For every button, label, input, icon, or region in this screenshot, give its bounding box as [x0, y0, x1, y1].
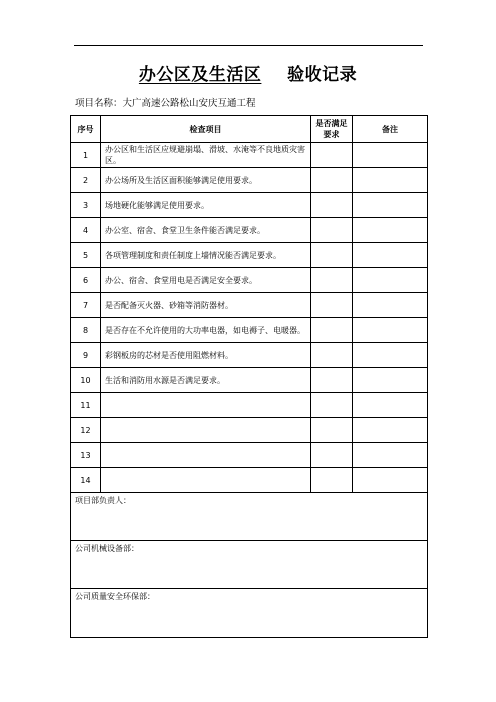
row-item: 生活和消防用水源是否满足要求。	[101, 368, 311, 393]
row-meets-cell[interactable]	[311, 143, 353, 168]
row-item[interactable]	[101, 468, 311, 493]
row-item[interactable]	[101, 393, 311, 418]
row-remark-cell[interactable]	[353, 418, 428, 443]
table-row	[71, 268, 428, 293]
signature-row	[71, 589, 428, 638]
header-no: 序号	[71, 116, 101, 143]
row-remark-cell[interactable]	[353, 368, 428, 393]
table-row	[71, 318, 428, 343]
header-remark: 备注	[353, 116, 428, 143]
row-no: 1	[71, 143, 101, 168]
signature-quality-safety-dept[interactable]: 公司质量安全环保部：	[71, 589, 428, 638]
header-item: 检查项目	[101, 116, 311, 143]
row-no: 2	[71, 168, 101, 193]
row-no: 4	[71, 218, 101, 243]
row-remark-cell[interactable]	[353, 193, 428, 218]
row-no: 3	[71, 193, 101, 218]
row-no: 8	[71, 318, 101, 343]
row-meets-cell[interactable]	[311, 268, 353, 293]
table-row	[71, 468, 428, 493]
table-row	[71, 143, 428, 168]
row-remark-cell[interactable]	[353, 318, 428, 343]
table-row	[71, 343, 428, 368]
table-row	[71, 293, 428, 318]
row-remark-cell[interactable]	[353, 393, 428, 418]
row-meets-cell[interactable]	[311, 218, 353, 243]
row-item[interactable]	[101, 418, 311, 443]
row-no: 10	[71, 368, 101, 393]
table-row	[71, 193, 428, 218]
row-item: 场地硬化能够满足使用要求。	[101, 193, 311, 218]
table-row	[71, 168, 428, 193]
row-remark-cell[interactable]	[353, 468, 428, 493]
signature-machinery-dept[interactable]: 公司机械设备部：	[71, 541, 428, 589]
row-no: 14	[71, 468, 101, 493]
row-meets-cell[interactable]	[311, 393, 353, 418]
row-item: 彩钢板房的芯材是否使用阻燃材料。	[101, 343, 311, 368]
row-item: 办公场所及生活区面积能够满足使用要求。	[101, 168, 311, 193]
row-remark-cell[interactable]	[353, 443, 428, 468]
row-meets-cell[interactable]	[311, 293, 353, 318]
row-remark-cell[interactable]	[353, 168, 428, 193]
row-no: 11	[71, 393, 101, 418]
row-item: 是否存在不允许使用的大功率电器，如电褥子、电暖器。	[101, 318, 311, 343]
row-item: 各项管理制度和责任制度上墙情况能否满足要求。	[101, 243, 311, 268]
row-remark-cell[interactable]	[353, 143, 428, 168]
row-no: 7	[71, 293, 101, 318]
row-meets-cell[interactable]	[311, 468, 353, 493]
title-main: 办公区及生活区	[138, 65, 262, 85]
row-remark-cell[interactable]	[353, 343, 428, 368]
row-no: 13	[71, 443, 101, 468]
row-remark-cell[interactable]	[353, 218, 428, 243]
row-item: 是否配备灭火器、砂箱等消防器材。	[101, 293, 311, 318]
table-header-row	[71, 116, 428, 143]
row-meets-cell[interactable]	[311, 418, 353, 443]
row-no: 5	[71, 243, 101, 268]
inspection-table	[70, 115, 428, 638]
signature-row	[71, 541, 428, 589]
header-meets: 是否满足要求	[311, 116, 353, 143]
row-item: 办公区和生活区应规避崩塌、滑坡、水淹等不良地质灾害区。	[101, 143, 311, 168]
row-meets-cell[interactable]	[311, 243, 353, 268]
project-name: 项目名称：大广高速公路松山安庆互通工程	[75, 98, 256, 109]
page-title	[0, 60, 496, 85]
row-item: 办公室、宿舍、食堂卫生条件能否满足要求。	[101, 218, 311, 243]
row-meets-cell[interactable]	[311, 318, 353, 343]
row-item: 办公、宿舍、食堂用电是否满足安全要求。	[101, 268, 311, 293]
title-sub: 验收记录	[287, 65, 358, 85]
table-row	[71, 218, 428, 243]
row-no: 9	[71, 343, 101, 368]
title-sep	[268, 65, 281, 85]
row-meets-cell[interactable]	[311, 193, 353, 218]
row-meets-cell[interactable]	[311, 443, 353, 468]
table-row	[71, 368, 428, 393]
row-remark-cell[interactable]	[353, 243, 428, 268]
table-row	[71, 243, 428, 268]
row-no: 6	[71, 268, 101, 293]
row-remark-cell[interactable]	[353, 268, 428, 293]
row-no: 12	[71, 418, 101, 443]
row-meets-cell[interactable]	[311, 343, 353, 368]
signature-project-manager[interactable]: 项目部负责人：	[71, 493, 428, 541]
row-meets-cell[interactable]	[311, 368, 353, 393]
row-remark-cell[interactable]	[353, 293, 428, 318]
table-row	[71, 393, 428, 418]
table-row	[71, 443, 428, 468]
row-item[interactable]	[101, 443, 311, 468]
signature-row	[71, 493, 428, 541]
header-rule	[74, 45, 423, 46]
row-meets-cell[interactable]	[311, 168, 353, 193]
table-row	[71, 418, 428, 443]
